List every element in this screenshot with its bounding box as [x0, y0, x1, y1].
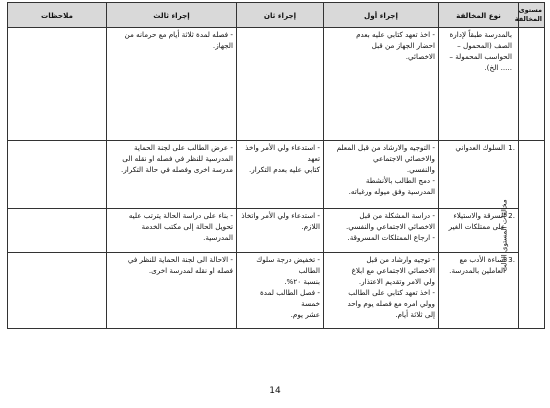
second-action-cell: - استدعاء ولي الأمر واخذ تعهد كتابي عليه بعدم التكرار. [237, 141, 324, 209]
page-number: 14 [269, 386, 281, 396]
header-row [8, 3, 545, 28]
header-second-action: إجراء ثان [237, 3, 324, 28]
header-notes: ملاحظات [8, 3, 107, 28]
row-number: .1 [508, 143, 515, 152]
violations-table [7, 2, 545, 329]
type-cell [439, 28, 519, 141]
first-action-cell: - دراسة المشكلة من قبل الاخصائي الاجتماعي والنفسي. - ارجاع الممتلكات المسروقة. [324, 209, 439, 253]
table-row [8, 141, 545, 209]
header-third-action: إجراء ثالث [107, 3, 237, 28]
level-cell-empty [519, 28, 545, 141]
first-action-cell: - اخذ تعهد كتابي عليه بعدم احضار الجهاز من قبل الاخصائي. [324, 28, 439, 141]
row-number: .3 [508, 255, 515, 264]
third-action-cell: - فصله لمدة ثلاثة أيام مع حرمانه من الجهاز. [107, 28, 237, 141]
second-action-cell: - تخفيض درجة سلوك الطالب بنسبة ٢٠%. - فصل الطالب لمدة خمسة عشر يوم. [237, 253, 324, 329]
header-first-action: إجراء أول [324, 3, 439, 28]
level-cell [500, 141, 545, 329]
third-action-cell: - الاحالة الى لجنة الحماية للنظر في فصله او نقله لمدرسة اخرى. [107, 253, 237, 329]
violation-type: بالمدرسة طبقاً لإدارة الصف (المحمول – الحواسب المحمولة – ..... الخ). [449, 30, 512, 72]
first-action-cell: - توجيه وارشاد من قبل الاخصائي الاجتماعي مع ابلاغ ولي الامر وتقديم الاعتذار. - اخذ تعهد كتابي على الطالب وولي امره مع فصله يوم واحد إلى ثلاثة أيام. [324, 253, 439, 329]
second-action-cell [237, 28, 324, 141]
notes-cell [8, 253, 107, 329]
violation-type: السرقة والاستيلاء على ممتلكات الغير [448, 211, 506, 231]
table-row [8, 28, 545, 141]
table-row [8, 209, 545, 253]
violation-type: اساءة الأدب مع العاملين بالمدرسة. [449, 255, 506, 275]
header-type: نوع المخالفة [439, 3, 519, 28]
header-level: مستوى المخالفة [519, 3, 545, 28]
third-action-cell: - بناء على دراسة الحالة يترتب عليه تحويل الحالة إلى مكتب الخدمة المدرسية. [107, 209, 237, 253]
third-action-cell: - عرض الطالب على لجنة الحماية المدرسية للنظر في فصله او نقله الى مدرسة اخرى وفصله في حالة التكرار. [107, 141, 237, 209]
notes-cell [8, 141, 107, 209]
row-number: .2 [508, 211, 515, 220]
violation-level-label: مخالفات المستوى الثالث [500, 198, 509, 272]
notes-cell [8, 28, 107, 141]
table-row [8, 253, 545, 329]
first-action-cell: - التوجيه والارشاد من قبل المعلم والاخصائي الاجتماعي والنفسي. - دمج الطالب بالأنشطة المدرسية وفق ميوله ورغباته. [324, 141, 439, 209]
notes-cell [8, 209, 107, 253]
second-action-cell: - استدعاء ولي الأمر واتخاذ اللازم. [237, 209, 324, 253]
type-cell [439, 141, 519, 209]
violation-type: السلوك العدواني [455, 143, 506, 152]
